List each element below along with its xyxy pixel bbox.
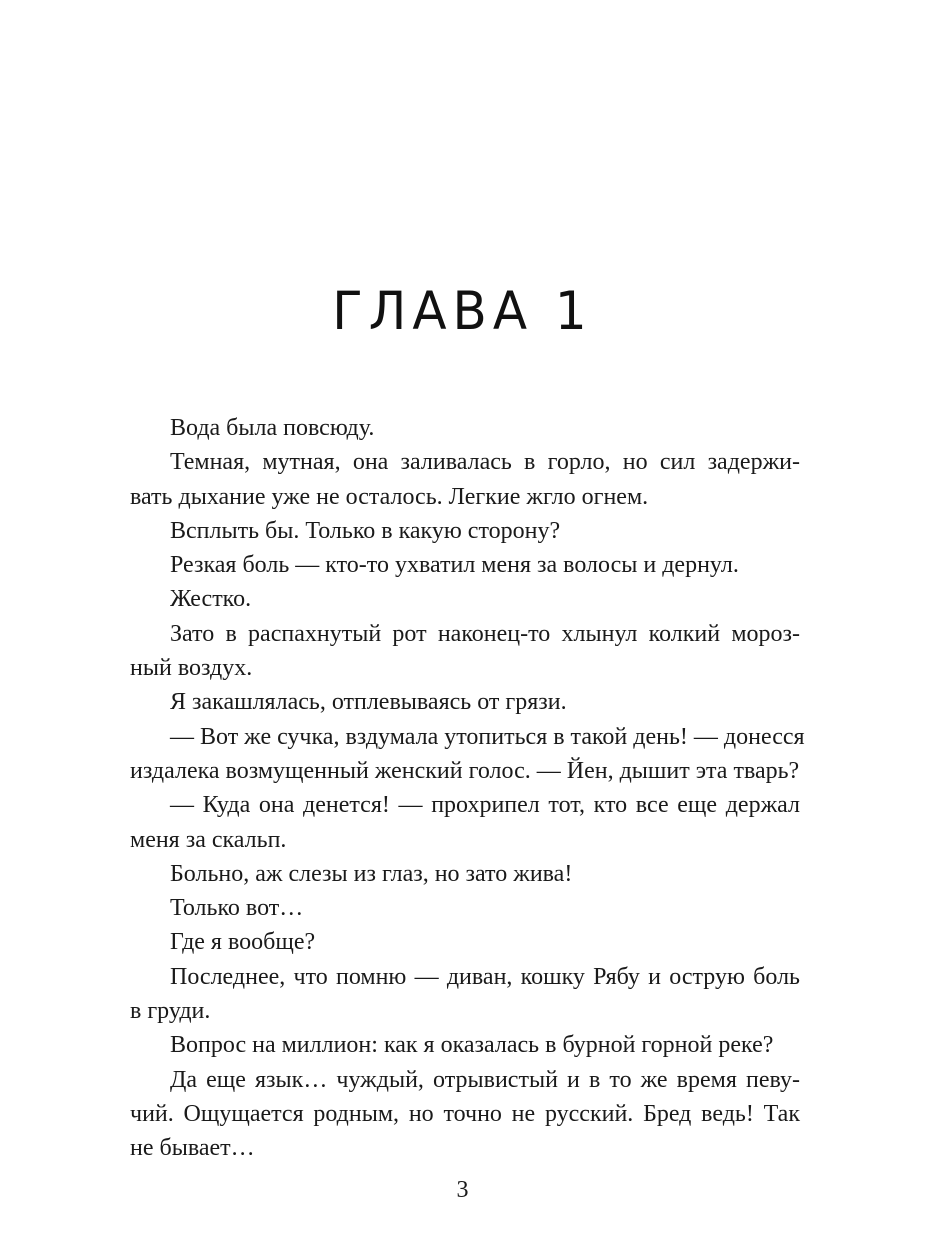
text-line: в груди.: [130, 998, 211, 1025]
text-line: Вопрос на миллион: как я оказалась в бурной горной реке?: [170, 1032, 774, 1059]
paragraph: [130, 925, 800, 959]
text-line: меня за скальп.: [130, 826, 287, 853]
text-line: Вода была повсюду.: [170, 415, 375, 441]
paragraph: [130, 720, 805, 789]
text-line: — Куда она денется! — прохрипел тот, кто все еще держал: [170, 792, 800, 819]
paragraph: [130, 548, 800, 582]
paragraph: [130, 1063, 800, 1166]
paragraph: [130, 1028, 800, 1062]
text-line: Я закашлялась, отплевываясь от грязи.: [170, 689, 567, 716]
text-line: Последнее, что помню — диван, кошку Рябу и острую боль: [170, 963, 800, 990]
text-line: не бывает…: [130, 1135, 255, 1162]
text-line: вать дыхание уже не осталось. Легкие жгло огнем.: [130, 483, 649, 510]
paragraph: [130, 514, 800, 548]
text-line: Где я вообще?: [170, 929, 316, 956]
paragraph: [130, 685, 800, 719]
text-line: Резкая боль — кто-то ухватил меня за волосы и дернул.: [170, 552, 739, 579]
text-line: Всплыть бы. Только в какую сторону?: [170, 517, 561, 544]
body-text: [130, 411, 805, 1166]
text-line: — Вот же сучка, вздумала утопиться в такой день! — донесся: [170, 723, 805, 750]
text-line: Да еще язык… чуждый, отрывистый и в то же время певу-: [170, 1066, 800, 1093]
text-line: Только вот…: [170, 895, 304, 922]
paragraph: [130, 582, 800, 616]
paragraph: [130, 617, 800, 686]
text-line: Жестко.: [170, 586, 252, 613]
page-number: 3: [456, 1177, 469, 1203]
paragraph: [130, 857, 800, 891]
chapter-title: ГЛАВА 1: [332, 280, 593, 342]
paragraph: [130, 411, 800, 445]
text-line: ный воздух.: [130, 655, 253, 682]
text-line: чий. Ощущается родным, но точно не русский. Бред ведь! Так: [130, 1100, 800, 1127]
paragraph: [130, 960, 800, 1029]
paragraph: [130, 891, 800, 925]
paragraph: [130, 445, 800, 514]
text-line: Темная, мутная, она заливалась в горло, но сил задержи-: [170, 449, 800, 476]
text-line: Больно, аж слезы из глаз, но зато жива!: [170, 860, 573, 887]
paragraph: [130, 788, 800, 857]
text-line: издалека возмущенный женский голос. — Йен, дышит эта тварь?: [130, 757, 800, 784]
text-line: Зато в распахнутый рот наконец-то хлынул колкий мороз-: [170, 620, 800, 647]
